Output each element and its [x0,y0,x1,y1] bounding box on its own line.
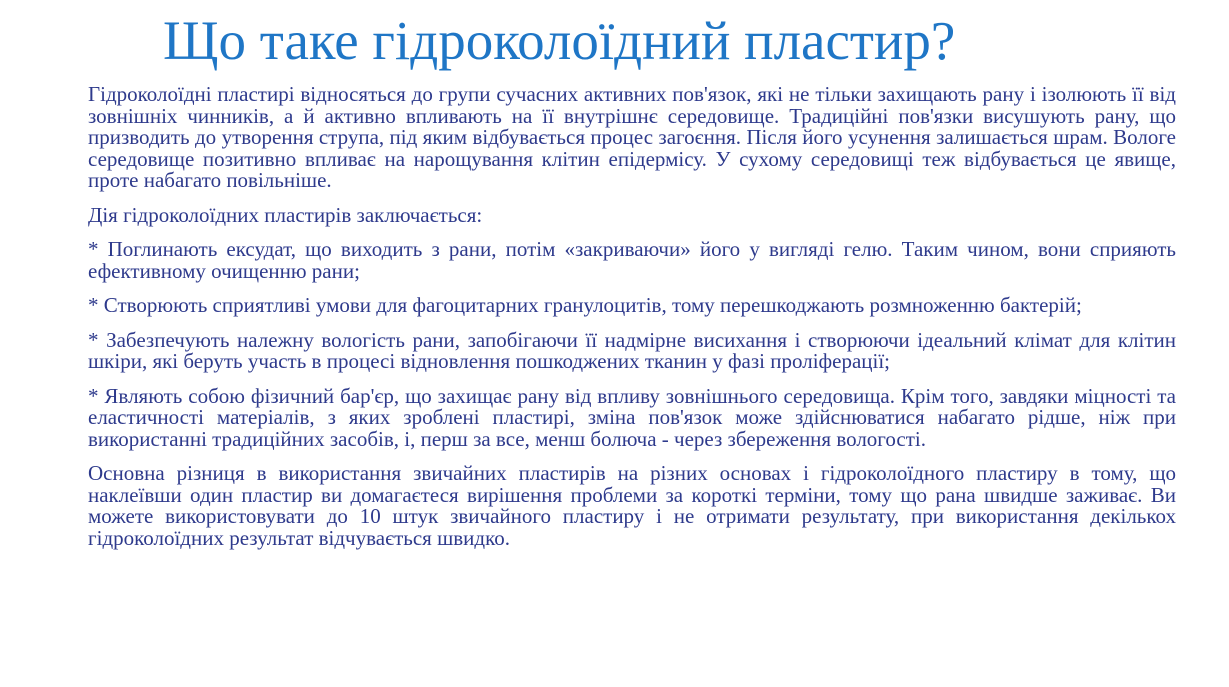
bullet-absorb-exudate: * Поглинають ексудат, що виходить з рани, потім «закриваючи» його у вигляді гелю. Таким чином, вони сприяють ефективному очищенню рани; [88,237,1176,283]
intro-paragraph: Гідроколоїдні пластирі відносяться до групи сучасних активних пов'язок, які не тільки захищають рану і ізолюють її від зовнішніх чинників, а й активно впливають на її внутрішнє середовище. Традиційні пов'язки висушують рану, що призводить до утворення струпа, під яким відбувається процес загоєння. Після його усунення залишається шрам. Вологе середовище позитивно впливає на нарощування клітин епідермісу. У сухому середовищі теж відбувається це явище, проте набагато повільніше. [88,82,1176,192]
action-heading: Дія гідроколоїдних пластирів заключається: [88,202,483,227]
slide-title: Що таке гідроколоїдний пластир? [163,10,956,71]
bullet-physical-barrier: * Являють собою фізичний бар'єр, що захищає рану від впливу зовнішнього середовища. Крім того, завдяки міцності та еластичності матеріалів, з яких зроблені пластирі, зміна пов'язок може здійснюватися набагато рідше, ніж при використанні традиційних засобів, і, перш за все, менш болюча - через збереження вологості. [88,383,1176,451]
slide-body [88,84,1176,562]
bullet-moisture: * Забезпечують належну вологість рани, запобігаючи її надмірне висихання і створюючи ідеальний клімат для клітин шкіри, які беруть участь в процесі відновлення пошкоджених тканин у фазі проліферації; [88,327,1176,373]
difference-paragraph: Основна різниця в використання звичайних пластирів на різних основах і гідроколоїдного пластиру в тому, що наклеївши один пластир ви домагаєтеся вирішення проблеми за короткі терміни, тому що рана швидше заживає. Ви можете використовувати до 10 штук звичайного пластиру і не отримати результату, при використання декількох гідроколоїдних результат відчувається швидко. [88,461,1176,550]
bullet-favorable-conditions: * Створюють сприятливі умови для фагоцитарних гранулоцитів, тому перешкоджають розмноженню бактерій; [88,293,1082,317]
